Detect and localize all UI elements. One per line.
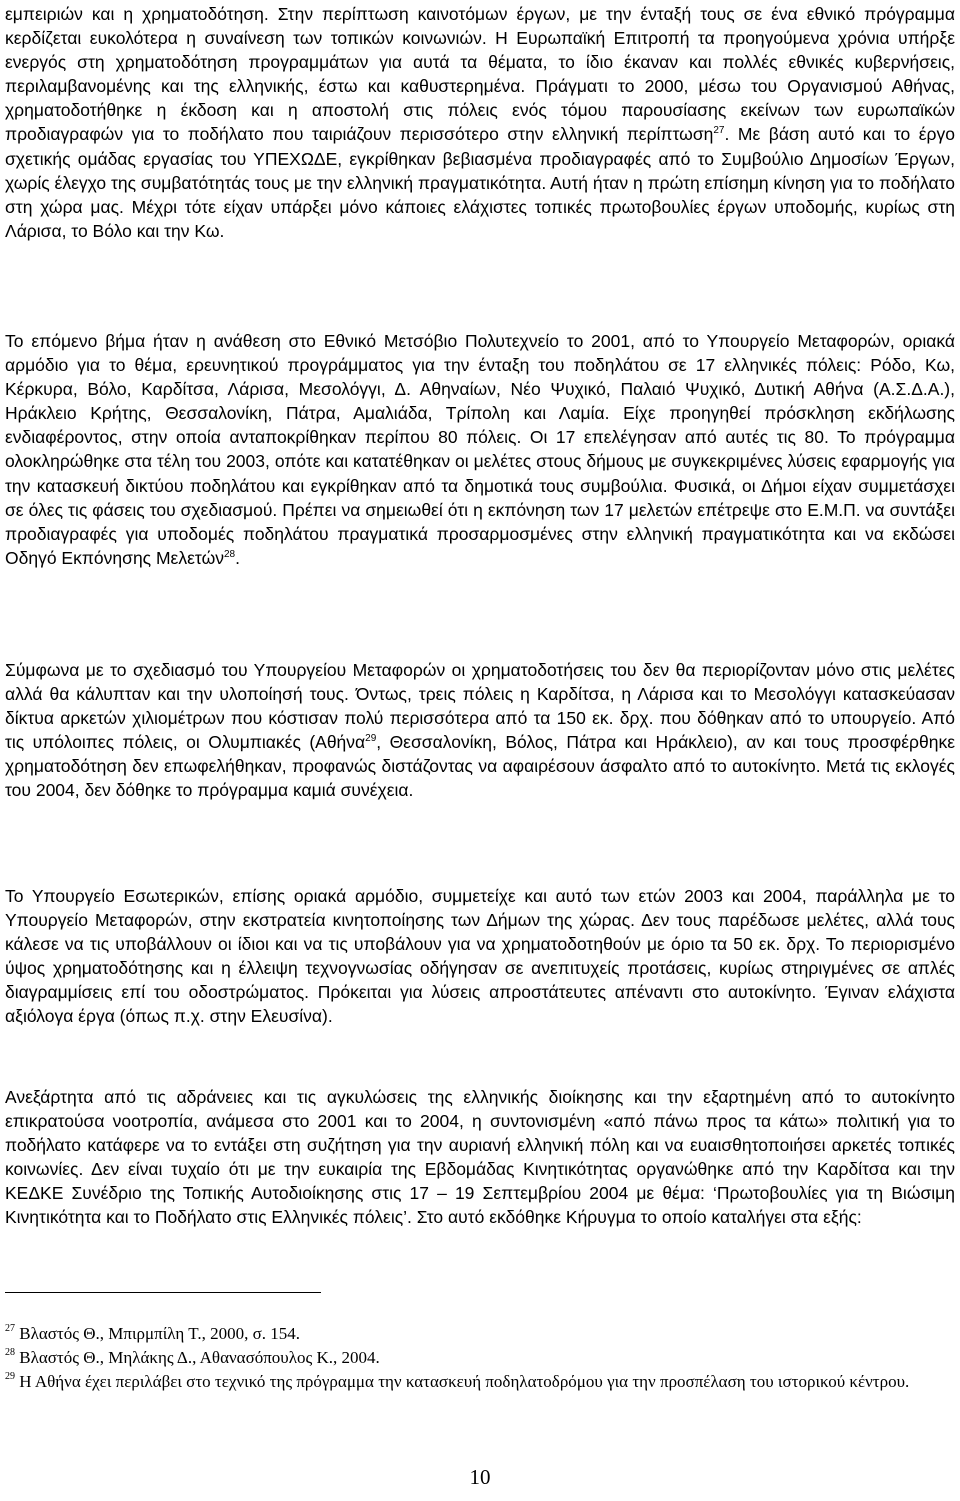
footnote-ref[interactable]: 27 bbox=[713, 125, 725, 137]
footnote-ref[interactable]: 28 bbox=[223, 548, 236, 560]
paragraph-text: Σύμφωνα με το σχεδιασμό του Υπουργείου Μεταφορών οι χρηματοδοτήσεις του δεν θα περιορίζονταν μόνο στις μελέτες αλλά θα κάλυπταν και την υλοποίησή τους. Όντως, τρεις πόλεις η Καρδίτσα, η Λάρισα και το Μεσολόγγι κατασκεύασαν δίκτυα αρκετών χιλιομέτρων που κόστισαν πολύ περισσότερα από τα 150 εκ. δρχ. που δόθηκαν από το υπουργείο. Από τις υπόλοιπες πόλεις, οι Ολυμπιακές (Αθήνα bbox=[5, 660, 955, 753]
footnote-separator bbox=[5, 1292, 321, 1293]
paragraph-text: εμπειριών και η χρηματοδότηση. Στην περίπτωση καινοτόμων έργων, με την ένταξή τους σε ένα εθνικό πρόγραμμα κερδίζεται ευκολότερα η συναίνεση των τοπικών κοινωνιών. Η Ευρωπαϊκή Επιτροπή τα προηγούμενα χρόνια υπήρξε ενεργός στη χρηματοδότηση προγραμμάτων για αυτά τα θέματα, το ίδιο έκαναν και πολλές εθνικές κυβερνήσεις, περιλαμβανομένης και της ελληνικής, έστω και καθυστερημένα. Πράγματι το 2000, μέσω του Οργανισμού Αθήνας, χρηματοδοτήθηκε η έκδοση και η αποστολή στις πόλεις ενός τόμου παρουσίασης εκείνων των ευρωπαϊκών προδιαγραφών για το ποδήλατο που ταιριάζουν περισσότερο στην ελληνική περίπτωση bbox=[5, 4, 955, 145]
footnote-number: 28 bbox=[5, 1347, 15, 1359]
footnote-number: 27 bbox=[5, 1323, 15, 1334]
paragraph-5 bbox=[5, 1085, 955, 1230]
paragraph-text: . bbox=[235, 547, 240, 568]
paragraph-1 bbox=[5, 2, 955, 243]
paragraph-text: Το Υπουργείο Εσωτερικών, επίσης οριακά αρμόδιο, συμμετείχε και αυτό των ετών 2003 και 2004, παράλληλα με το Υπουργείο Μεταφορών, στην εκστρατεία κινητοποίησης των Δήμων της χώρας. Δεν τους παρέδωσε μελέτες, αλλά τους κάλεσε να τις υποβάλλουν οι ίδιοι και να τις υποβάλουν για να χρηματοδοτηθούν με όριο τα 50 εκ. δρχ. Το περιορισμένο ύψος χρηματοδότησης και η έλλειψη τεχνογνωσίας οδήγησαν σε ανεπιτυχείς προτάσεις, κυρίως στηριγμένες σε απλές διαγραμμίσεις επί του οδοστρώματος. Πρόκειται για λύσεις απροστάτευτες απέναντι στο αυτοκίνητο. Έγιναν ελάχιστα αξιόλογα έργα (όπως π.χ. στην Ελευσίνα). bbox=[5, 886, 955, 1027]
page-number: 10 bbox=[469, 1465, 491, 1489]
footnote-number: 29 bbox=[5, 1371, 15, 1383]
paragraph-4 bbox=[5, 884, 955, 1029]
footnote-text: Βλαστός Θ., Μηλάκης Δ., Αθανασόπουλος Κ., 2004. bbox=[19, 1348, 380, 1368]
footnote-text: Η Αθήνα έχει περιλάβει στο τεχνικό της πρόγραμμα την κατασκευή ποδηλατοδρόμου για την προσπέλαση του ιστορικού κέντρου. bbox=[19, 1372, 910, 1392]
footnote-28 bbox=[5, 1346, 955, 1370]
footnote-ref[interactable]: 29 bbox=[365, 733, 377, 745]
footnotes bbox=[5, 1322, 955, 1395]
paragraph-2 bbox=[5, 329, 955, 570]
footnote-text: Βλαστός Θ., Μπιρμπίλη Τ., 2000, σ. 154. bbox=[19, 1324, 300, 1343]
footnote-27 bbox=[5, 1322, 955, 1346]
paragraph-text: Το επόμενο βήμα ήταν η ανάθεση στο Εθνικό Μετσόβιο Πολυτεχνείο το 2001, από το Υπουργείο Μεταφορών, οριακά αρμόδιο για το θέμα, ερευνητικού προγράμματος για την ένταξη του ποδηλάτου σε 17 ελληνικές πόλεις: Ρόδο, Κω, Κέρκυρα, Βόλο, Καρδίτσα, Λάρισα, Μεσολόγγι, Δ. Αθηναίων, Νέο Ψυχικό, Παλαιό Ψυχικό, Δυτική Αθήνα (Α.Σ.Δ.Α.), Ηράκλειο Κρήτης, Θεσσαλονίκη, Πάτρα, Αμαλιάδα, Τρίπολη και Λαμία. Είχε προηγηθεί πρόσκληση εκδήλωσης ενδιαφέροντος, στην οποία ανταποκρίθηκαν περίπου 80 πόλεις. Οι 17 επελέγησαν από αυτές τις 80. Το πρόγραμμα ολοκληρώθηκε στα τέλη του 2003, οπότε και κατατέθηκαν οι μελέτες στους δήμους με συγκεκριμένες λύσεις εφαρμογής για την κατασκευή δικτύου ποδηλάτου και εγκρίθηκαν από τα δημοτικά τους συμβούλια. Φυσικά, οι Δήμοι είχαν συμμετάσχει σε όλες τις φάσεις του σχεδιασμού. Πρέπει να σημειωθεί ότι η εκπόνηση των 17 μελετών επέτρεψε στο Ε.Μ.Π. να συντάξει προδιαγραφές για υποδομές ποδηλάτου πραγματικά προσαρμοσμένες στην ελληνική πραγματικότητα και να εκδώσει Οδηγό Εκπόνησης Μελετών bbox=[5, 331, 955, 568]
paragraph-text: , Θεσσαλονίκη, Βόλος, Πάτρα και Ηράκλειο), αν και τους προσφέρθηκε χρηματοδότηση δεν επωφελήθηκαν, προφανώς διστάζοντας να αφαιρέσουν άσφαλτο από το αυτοκίνητο. Μετά τις εκλογές του 2004, δεν δόθηκε το πρόγραμμα καμιά συνέχεια. bbox=[5, 732, 955, 801]
paragraph-3 bbox=[5, 658, 955, 803]
footnote-29 bbox=[5, 1370, 955, 1394]
paragraph-text: . Με βάση αυτό και το έργο σχετικής ομάδας εργασίας του ΥΠΕΧΩΔΕ, εγκρίθηκαν βεβιασμένα προδιαγραφές από το Συμβούλιο Δημοσίων Έργων, χωρίς έλεγχο της συμβατότητάς τους με την ελληνική πραγματικότητα. Αυτή ήταν η πρώτη επίσημη κίνηση για το ποδήλατο στη χώρα μας. Μέχρι τότε είχαν υπάρξει μόνο κάποιες ελάχιστες τοπικές πρωτοβουλίες έργων υποδομής, κυρίως στη Λάρισα, το Βόλο και την Κω. bbox=[5, 124, 955, 241]
paragraph-text: Ανεξάρτητα από τις αδράνειες και τις αγκυλώσεις της ελληνικής διοίκησης και την εξαρτημένη από το αυτοκίνητο επικρατούσα νοοτροπία, ανάμεσα στο 2001 και το 2004, η συντονισμένη «από πάνω προς τα κάτω» πολιτική για το ποδήλατο κατάφερε να το εντάξει στη συζήτηση για την αυριανή ελληνική πόλη και να ευαισθητοποιήσει αρκετές τοπικές κοινωνίες. Δεν είναι τυχαίο ότι με την ευκαιρία της Εβδομάδας Κινητικότητας οργανώθηκε από την Καρδίτσα και την ΚΕΔΚΕ Συνέδριο της Τοπικής Αυτοδιοίκησης στις 17 – 19 Σεπτεμβρίου 2004 με θέμα: ‘Πρωτοβουλίες για τη Βιώσιμη Κινητικότητα και το Ποδήλατο στις Ελληνικές πόλεις’. Στο αυτό εκδόθηκε Κήρυγμα το οποίο καταλήγει στα εξής: bbox=[5, 1087, 955, 1228]
